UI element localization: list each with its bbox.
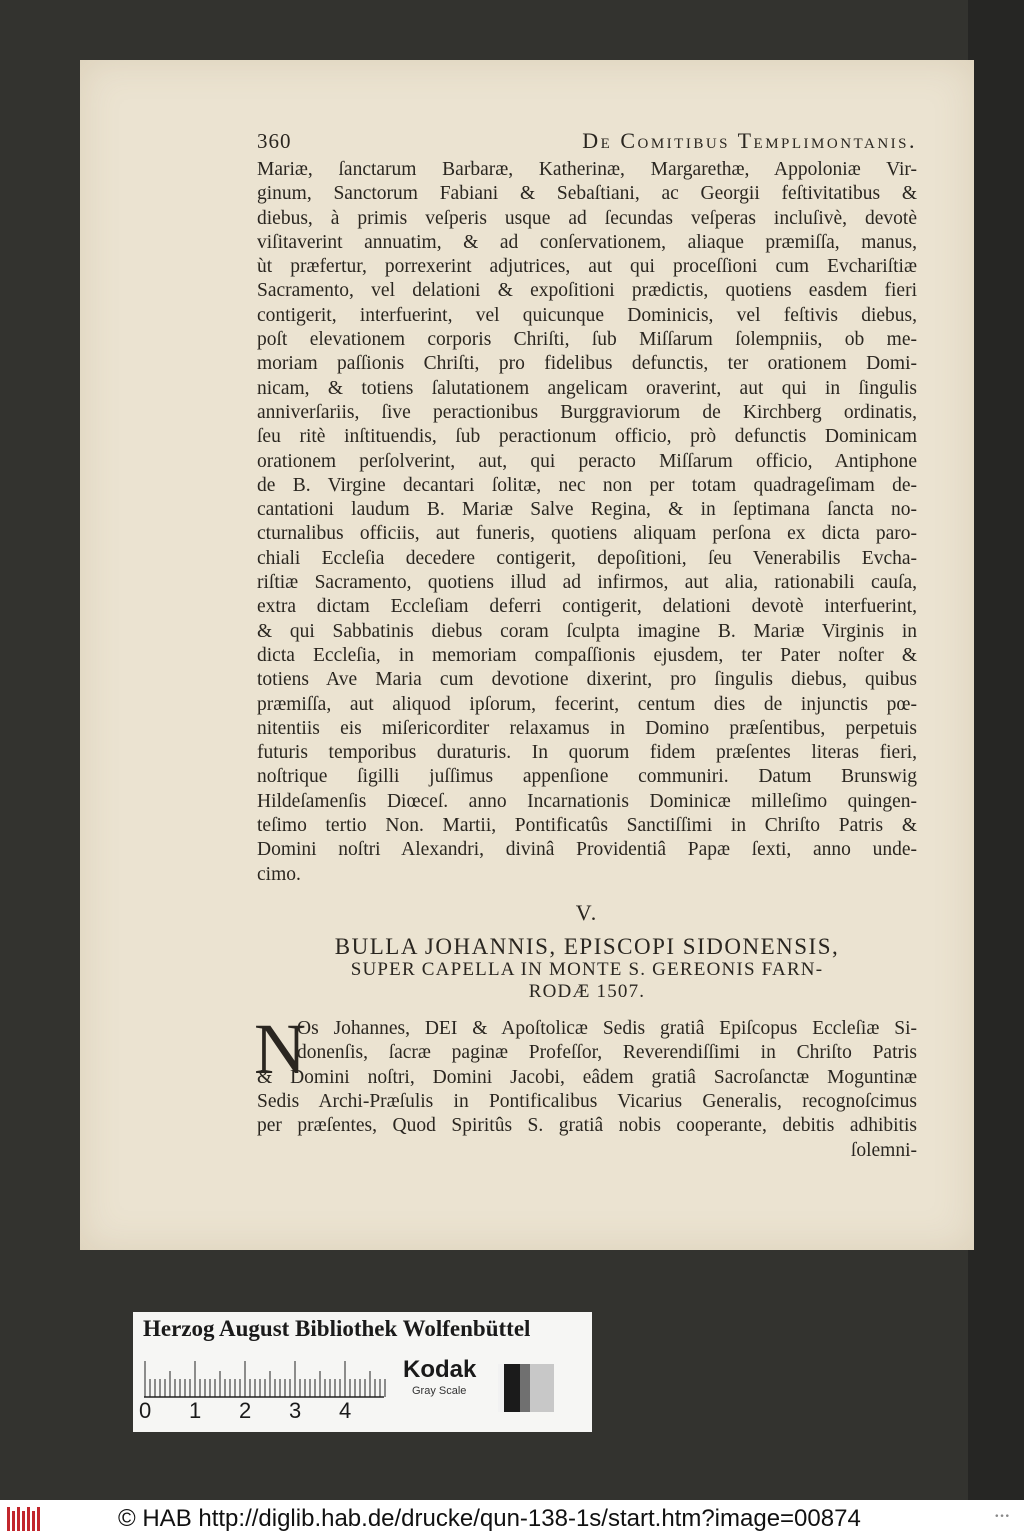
paragraph-1-line: riſtiæ Sacramento, quotiens illud ad infirmos, aut alia, rationabili cauſa,: [257, 572, 917, 594]
bulla-subtitle-line: SUPER CAPELLA IN MONTE S. GEREONIS FARN-: [350, 958, 824, 980]
ruler-label: 1: [189, 1398, 202, 1423]
paragraph-2-line: & Domini noſtri, Domini Jacobi, eâdem gratiâ Sacroſanctæ Moguntinæ: [257, 1066, 917, 1088]
running-head: [257, 128, 917, 158]
paragraph-1-line: cturnalibus officiis, aut funeris, quotiens aliquam perſona ex dicta paro-: [257, 523, 917, 545]
running-head-title: De Comitibus Templimontanis.: [582, 128, 917, 153]
gray-swatch: [520, 1364, 530, 1412]
paragraph-1-line: dicta Eccleſia, in memoriam compaſſionis ejusdem, ter Pater noſter &: [257, 644, 917, 666]
paragraph-1-line: nicam, & totiens ſalutationem angelicam oraverint, aut qui in ſingulis: [257, 377, 917, 399]
paragraph-1-line: noſtrique ſigilli juſſimus appenſione communiri. Datum Brunswig: [257, 766, 917, 788]
ruler-label: 2: [239, 1398, 252, 1423]
paragraph-1: [257, 158, 917, 887]
book-page: [80, 60, 974, 1250]
paragraph-1-line: viſitaverint annuatim, & ad conſervationem, aliaque præmiſſa, manus,: [257, 231, 917, 253]
paragraph-1-line: Mariæ, ſanctarum Barbaræ, Katherinæ, Margarethæ, Appoloniæ Vir-: [257, 159, 917, 180]
paragraph-1-line: contigerit, interfuerint, vel quicunque Dominicis, vel feſtivis diebus,: [257, 304, 917, 326]
paragraph-1-line: totiens Ave Maria cum devotione dixerint, pro ſingulis diebus, quibus: [257, 669, 917, 691]
paragraph-1-line: & qui Sabbatinis diebus coram ſculpta imagine B. Mariæ Virginis in: [257, 620, 917, 642]
ruler-label: 4: [339, 1398, 352, 1423]
footer-link[interactable]: © HAB http://diglib.hab.de/drucke/qun-138-1s/start.htm?image=00874: [118, 1505, 861, 1532]
paragraph-1-line: extra dictam Eccleſiam deferri contigerit, delationi devotè interfuerint,: [257, 596, 917, 618]
paragraph-1-line: teſimo tertio Non. Martii, Pontificatûs Sanctiſſimi in Chriſto Patris &: [257, 815, 917, 837]
gray-scale-label: Gray Scale: [412, 1385, 467, 1397]
bulla-subtitle: [257, 959, 917, 1003]
paragraph-2-line: donenſis, ſacræ paginæ Profeſſor, Reverendiſſimi in Chriſto Patris: [297, 1042, 917, 1064]
drop-cap: N: [254, 1008, 306, 1089]
paragraph-1-line: ſeu ritè inſtituendis, ſub peractionum officio, prò defunctis Dominicam: [257, 426, 917, 448]
paragraph-1-line: ùt præfertur, porrexerint adjutrices, aut qui proceſſioni cum Evchariſtiæ: [257, 256, 917, 278]
color-target-card: [133, 1312, 592, 1432]
paragraph-1-line: nitentiis eis miſericorditer relaxamus in Domino præſentibus, perpetuis: [257, 717, 917, 739]
paragraph-1-line: anniverſariis, ſive peractionibus Burggraviorum de Kirchberg ordinatis,: [257, 401, 917, 423]
scan-backdrop-edge: [968, 0, 1024, 1500]
menu-dots-icon[interactable]: •••: [994, 1512, 1010, 1522]
ruler-label: 0: [139, 1398, 152, 1423]
paragraph-1-line: Sacramento, vel delationi & expoſitioni prædictis, quotiens easdem fieri: [257, 280, 917, 302]
paragraph-2-line: Os Johannes, DEI & Apoſtolicæ Sedis gratiâ Epiſcopus Eccleſiæ Si-: [297, 1017, 917, 1039]
paragraph-2-line: per præſentes, Quod Spiritûs S. gratiâ nobis cooperante, debitis adhibitis: [257, 1115, 917, 1137]
paragraph-1-line: poſt elevationem corporis Chriſti, ſub Miſſarum ſolempniis, ob me-: [257, 329, 917, 351]
paragraph-1-line: diebus, à primis veſperis usque ad ſecundas veſperas incluſivè, devotè: [257, 207, 917, 229]
gray-swatch: [504, 1364, 520, 1412]
page-content: [254, 128, 917, 1162]
catchword: ſolemni-: [850, 1140, 917, 1162]
paragraph-1-line: orationem perſolverint, aut, qui peracto Miſſarum officio, Antiphone: [257, 450, 917, 472]
gray-swatch: [530, 1364, 554, 1412]
paragraph-1-line: futuris temporibus duraturis. In quorum fidem præſentes literas fieri,: [257, 742, 917, 764]
footer-bar: [0, 1500, 1024, 1538]
paragraph-2: [254, 1008, 917, 1162]
paragraph-1-line: ginum, Sanctorum Fabiani & Sebaſtiani, ac Georgii feſtivitatibus &: [257, 183, 917, 205]
paragraph-1-line: de B. Virgine decantari ſolitæ, nec non per totam quadrageſimam de-: [257, 474, 917, 496]
ruler-scale: [144, 1360, 394, 1398]
ruler-labels: [139, 1398, 399, 1426]
hab-logo-icon: [6, 1505, 42, 1533]
bulla-subtitle-line: RODÆ 1507.: [528, 980, 646, 1002]
paragraph-2-text: [257, 1017, 917, 1138]
paragraph-1-line: moriam paſſionis Chriſti, pro fidelibus defunctis, ter orationem Domi-: [257, 353, 917, 375]
paragraph-1-line: præmiſſa, aut aliquod ipſorum, fecerint, centum dies de injunctis pœ-: [257, 693, 917, 715]
paragraph-2-line: Sedis Archi-Præſulis in Pontificalibus Vicarius Generalis, recognoſcimus: [257, 1090, 917, 1112]
paragraph-1-line: cantationi laudum B. Mariæ Salve Regina, & in ſeptimana ſancta no-: [257, 499, 917, 521]
page-number: 360: [257, 129, 292, 153]
paragraph-1-line: Domini noſtri Alexandri, divinâ Providentiâ Papæ ſexti, anno unde-: [257, 839, 917, 861]
bulla-title: BULLA JOHANNIS, EPISCOPI SIDONENSIS,: [334, 933, 840, 959]
paragraph-1-line: cimo.: [257, 863, 301, 885]
kodak-logo: Kodak: [403, 1356, 477, 1383]
paragraph-1-line: Hildeſamenſis Diœceſ. anno Incarnationis Dominicæ milleſimo quingen-: [257, 790, 917, 812]
section-number: V.: [575, 899, 599, 925]
ruler-label: 3: [289, 1398, 302, 1423]
gray-scale-swatches: [498, 1364, 554, 1412]
library-name: Herzog August Bibliothek Wolfenbüttel: [143, 1316, 531, 1341]
paragraph-1-line: chiali Eccleſia decedere contigerit, depoſitioni, ſeu Venerabilis Evcha-: [257, 547, 917, 569]
